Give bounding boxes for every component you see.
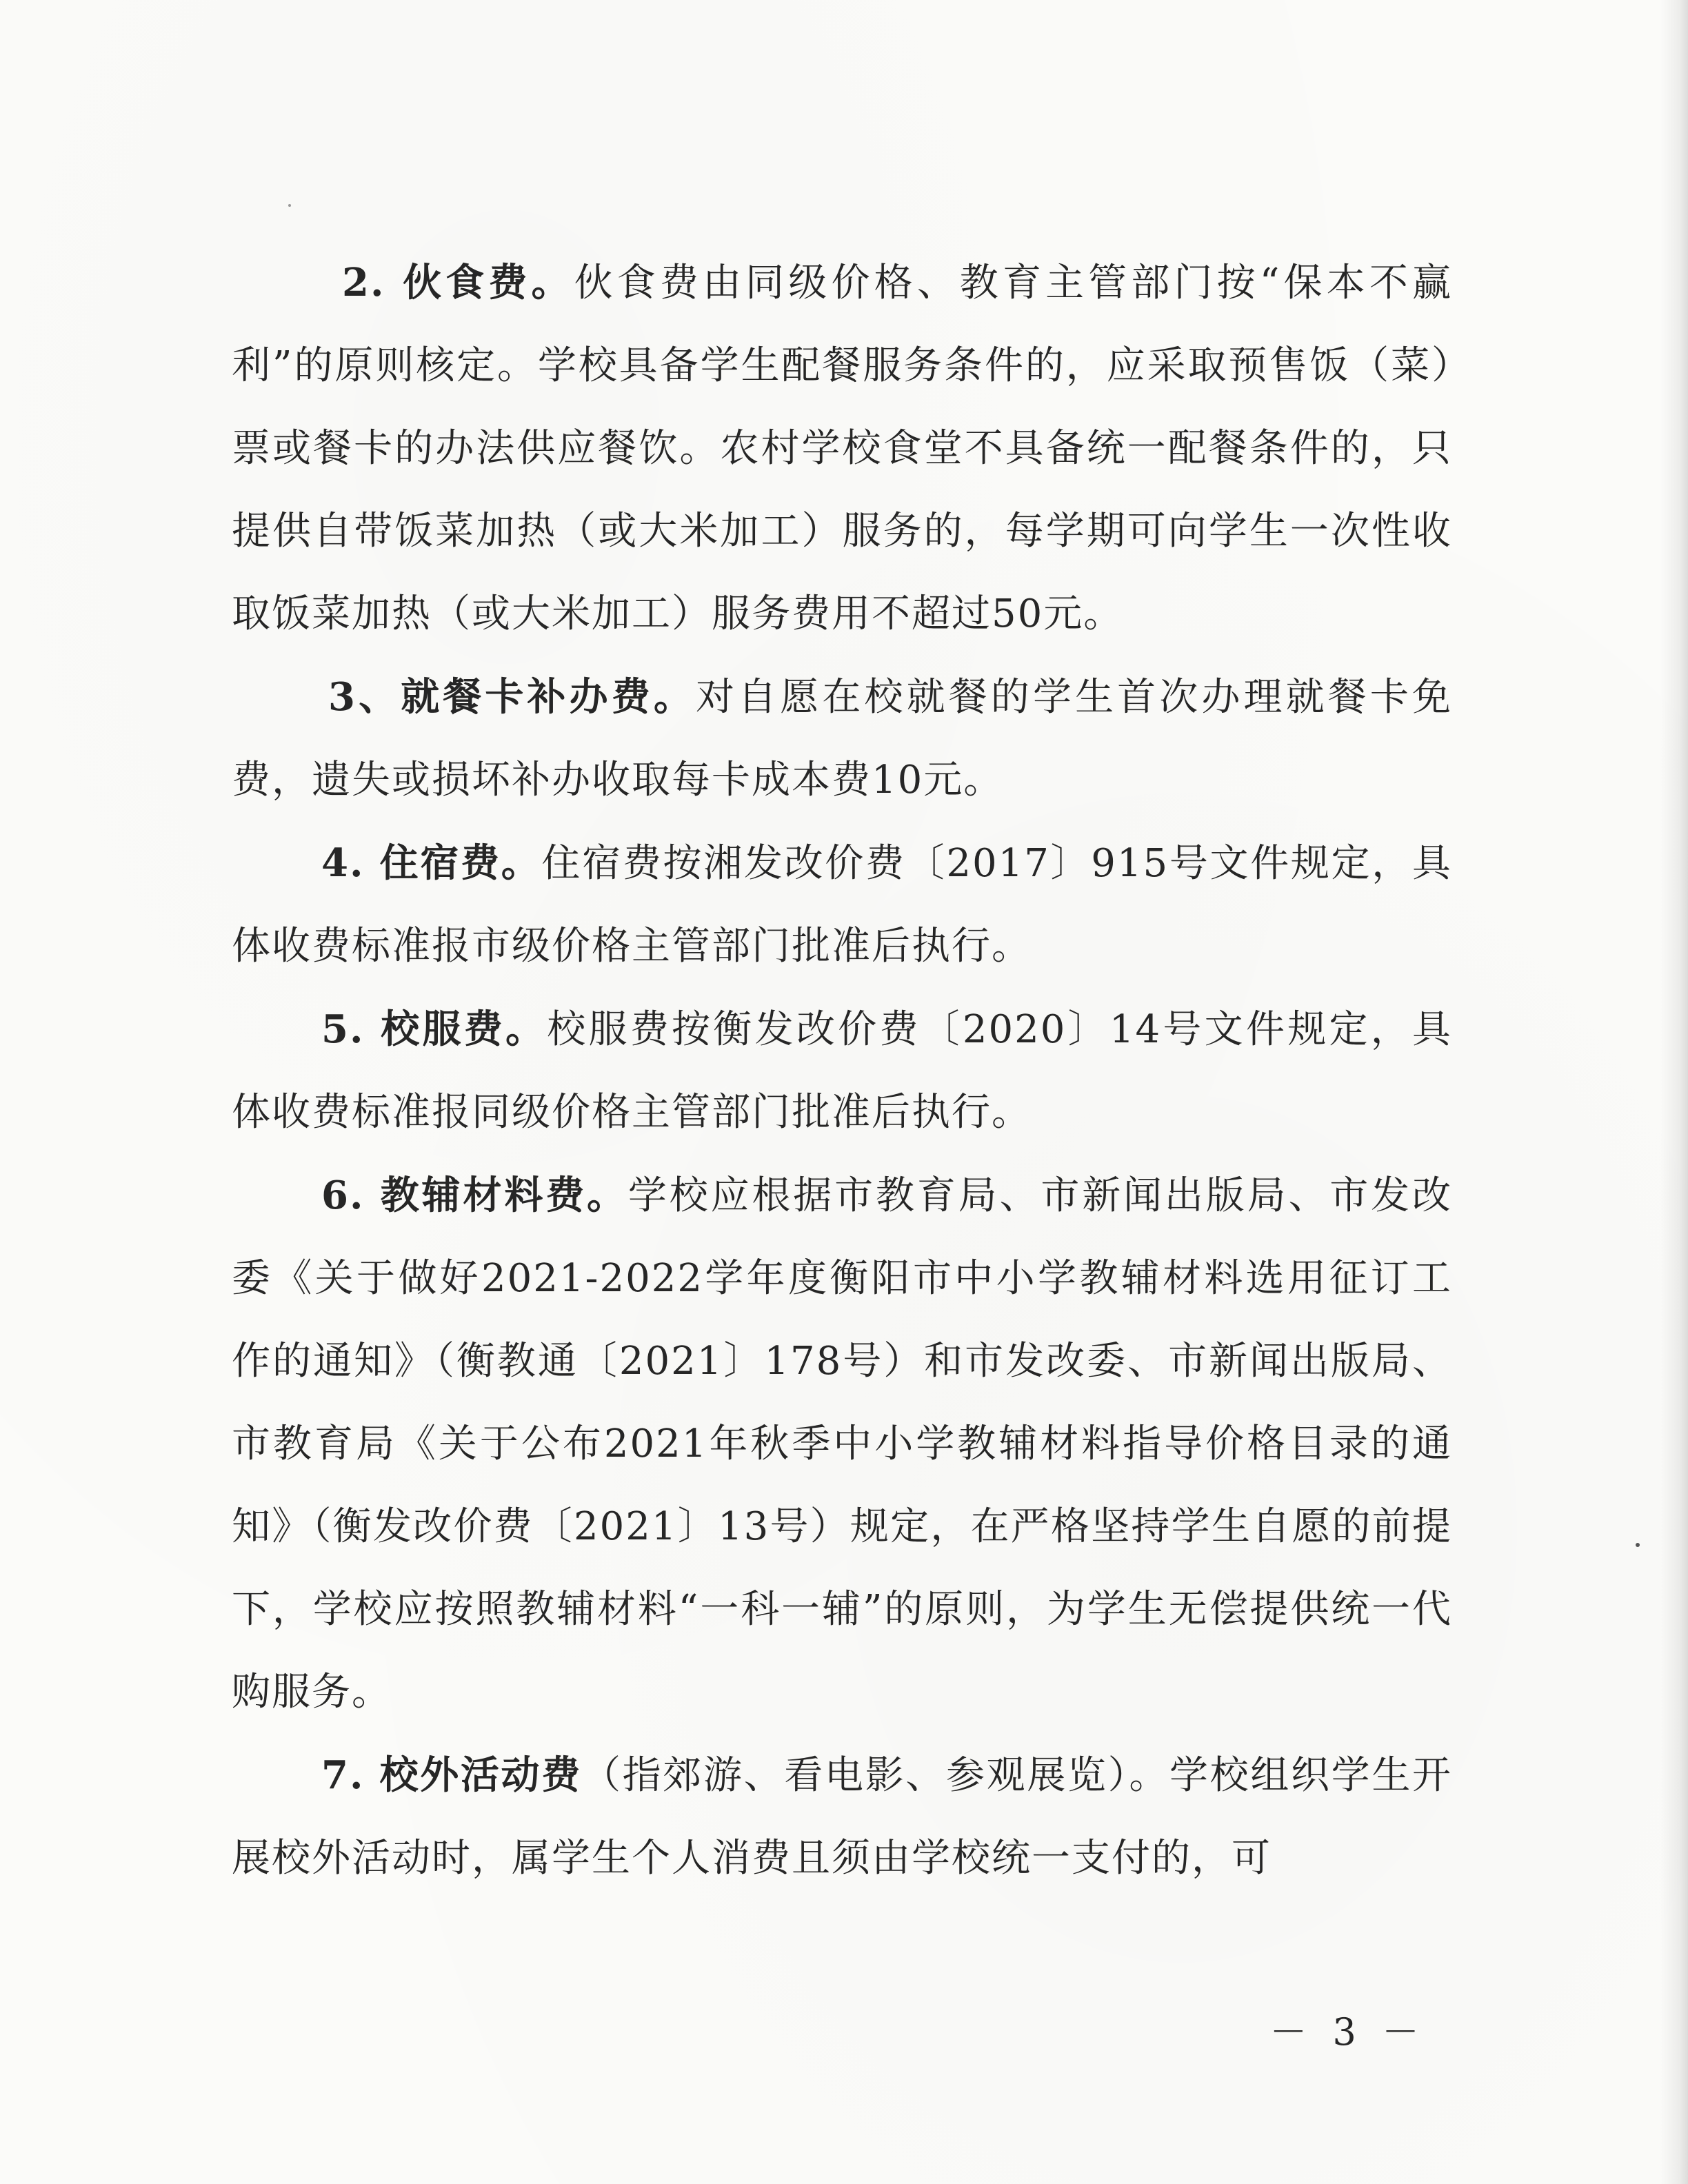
- paragraph-text: 学校应根据市教育局、市新闻出版局、市发改委《关于做好2021-2022学年度衡阳市中小学教辅材料选用征订工作的通知》（衡教通〔2021〕178号）和市发改委、市新闻出版局、市教育局《关于公布2021年秋季中小学教辅材料指导价格目录的通知》（衡发改价费〔2021〕13号）规定，在严格坚持学生自愿的前提下，学校应按照教辅材料“一科一辅”的原则，为学生无偿提供统一代购服务。: [232, 1173, 1452, 1715]
- scan-speck: [1636, 1543, 1640, 1547]
- document-body: [232, 241, 1452, 1900]
- scan-speck: [288, 204, 291, 207]
- paragraph-accommodation-fee: [232, 822, 1452, 988]
- paragraph-meal-card-fee: [232, 656, 1452, 822]
- paragraph-heading: 2. 伙食费。: [342, 260, 574, 305]
- paragraph-meal-fee: [232, 241, 1452, 656]
- scan-edge-shadow: [1660, 0, 1688, 2184]
- paragraph-text: 住宿费按湘发改价费〔2017〕915号文件规定，具体收费标准报市级价格主管部门批准后执行。: [232, 841, 1452, 969]
- paragraph-text: 校服费按衡发改价费〔2020〕14号文件规定，具体收费标准报同级价格主管部门批准后执行。: [232, 1007, 1452, 1135]
- paragraph-heading: 3、就餐卡补办费。: [328, 674, 696, 720]
- paragraph-heading: 6. 教辅材料费。: [321, 1173, 628, 1218]
- paragraph-heading: 7. 校外活动费: [321, 1752, 582, 1798]
- paragraph-text: 伙食费由同级价格、教育主管部门按“保本不赢利”的原则核定。学校具备学生配餐服务条件的，应采取预售饭（菜）票或餐卡的办法供应餐饮。农村学校食堂不具备统一配餐条件的，只提供自带饭菜加热（或大米加工）服务的，每学期可向学生一次性收取饭菜加热（或大米加工）服务费用不超过50元。: [232, 261, 1452, 636]
- paragraph-heading: 5. 校服费。: [321, 1007, 547, 1052]
- paragraph-uniform-fee: [232, 988, 1452, 1154]
- paragraph-teaching-materials-fee: [232, 1154, 1452, 1734]
- paragraph-text: 对自愿在校就餐的学生首次办理就餐卡免费，遗失或损坏补办收取每卡成本费10元。: [232, 675, 1452, 802]
- page-number: － 3 －: [1269, 2010, 1426, 2054]
- paragraph-text: （指郊游、看电影、参观展览）。学校组织学生开展校外活动时，属学生个人消费且须由学校统一支付的，可: [232, 1753, 1452, 1881]
- paragraph-heading: 4. 住宿费。: [321, 840, 542, 886]
- paragraph-outdoor-activity-fee: [232, 1734, 1452, 1900]
